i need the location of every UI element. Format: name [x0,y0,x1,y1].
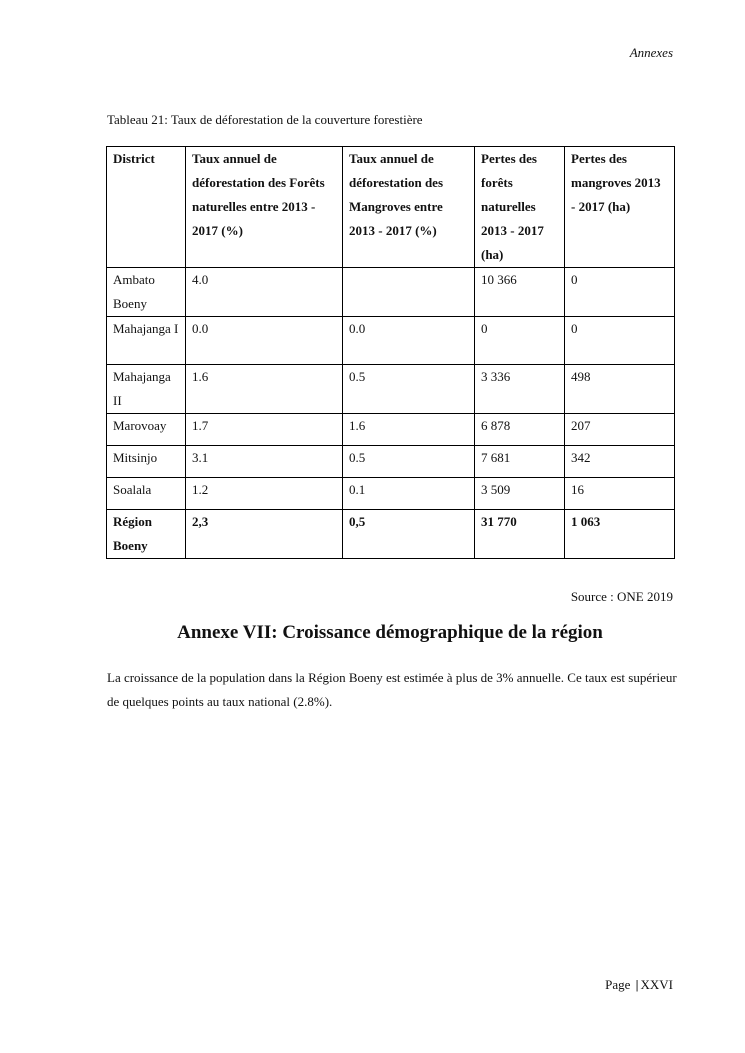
cell-forest-rate: 1.6 [186,365,343,414]
cell-district: Région Boeny [107,510,186,559]
column-header-district: District [107,147,186,268]
annex-heading: Annexe VII: Croissance démographique de la région [177,622,603,643]
cell-district: Mahajanga I [107,317,186,365]
cell-forest-loss: 0 [475,317,565,365]
table-row [107,365,675,414]
cell-district: Soalala [107,478,186,510]
column-header-mangrove-loss: Pertes des mangroves 2013 - 2017 (ha) [565,147,675,268]
cell-mangrove-loss: 16 [565,478,675,510]
cell-mangrove-loss: 1 063 [565,510,675,559]
cell-mangrove-loss: 0 [565,317,675,365]
cell-forest-rate: 4.0 [186,268,343,317]
table-row [107,268,675,317]
cell-mangrove-rate: 0.5 [343,365,475,414]
cell-mangrove-rate: 1.6 [343,414,475,446]
cell-mangrove-rate: 0.1 [343,478,475,510]
cell-mangrove-loss: 342 [565,446,675,478]
page-footer [605,977,673,993]
cell-forest-loss: 3 509 [475,478,565,510]
body-paragraph: La croissance de la population dans la Région Boeny est estimée à plus de 3% annuelle. Ce taux est supérieur de quelques points au taux national (2.8%). [107,670,677,709]
running-head: Annexes [629,45,673,60]
cell-forest-loss: 31 770 [475,510,565,559]
cell-forest-loss: 7 681 [475,446,565,478]
cell-forest-loss: 10 366 [475,268,565,317]
table-total-row [107,510,675,559]
cell-mangrove-loss: 498 [565,365,675,414]
cell-district: Mitsinjo [107,446,186,478]
table-header-row [107,147,675,268]
table-row [107,317,675,365]
cell-forest-rate: 1.2 [186,478,343,510]
column-header-mangrove-rate: Taux annuel de déforestation des Mangroves entre 2013 - 2017 (%) [343,147,475,268]
deforestation-table [106,146,675,559]
column-header-forest-loss: Pertes des forêts naturelles 2013 - 2017 (ha) [475,147,565,268]
cell-mangrove-loss: 0 [565,268,675,317]
cell-mangrove-rate: 0.0 [343,317,475,365]
cell-district: Marovoay [107,414,186,446]
cell-forest-rate: 0.0 [186,317,343,365]
cell-mangrove-rate: 0,5 [343,510,475,559]
page-number: XXVI [640,977,673,992]
table-row [107,478,675,510]
cell-forest-rate: 2,3 [186,510,343,559]
cell-mangrove-loss: 207 [565,414,675,446]
cell-mangrove-rate [343,268,475,317]
cell-mangrove-rate: 0.5 [343,446,475,478]
table-source: Source : ONE 2019 [570,589,673,604]
table-row [107,446,675,478]
page-separator: | [635,977,639,992]
cell-district: Mahajanga II [107,365,186,414]
cell-forest-rate: 1.7 [186,414,343,446]
page-label: Page [605,977,631,992]
cell-forest-loss: 3 336 [475,365,565,414]
cell-forest-rate: 3.1 [186,446,343,478]
column-header-forest-rate: Taux annuel de déforestation des Forêts naturelles entre 2013 - 2017 (%) [186,147,343,268]
table-row [107,414,675,446]
cell-forest-loss: 6 878 [475,414,565,446]
cell-district: Ambato Boeny [107,268,186,317]
table-caption: Tableau 21: Taux de déforestation de la couverture forestière [107,112,423,127]
